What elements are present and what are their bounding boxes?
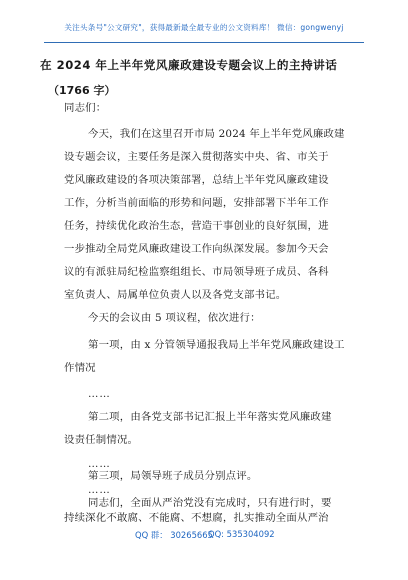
header-banner [44,14,364,43]
closing-line: 持续深化不敢腐、不能腐、不想腐，扎实推动全面从严治 [64,512,329,524]
agenda-intro: 今天的会议由 5 项议程，依次进行： [88,312,261,324]
paragraph-line: 任务，持续优化政治生态，营造干事创业的良好氛围，进 [64,220,329,232]
ellipsis: …… [88,458,111,470]
header-notice: 关注头条号"公文研究"，获得最新最全最专业的公文资料库！ 微信：gongwenyj [64,23,344,32]
paragraph-line: 室负责人、局属单位负责人以及各党支部书记。 [64,289,287,301]
paragraph-line: 议的有派驻局纪检监察组组长、市局领导班子成员、各科 [64,266,329,278]
paragraph-line: 工作，分析当前面临的形势和问题，安排部署下半年工作 [64,197,329,209]
qq-contact: QQ: 535304092 [208,529,275,539]
paragraph-line: 一步推动全局党风廉政建设工作向纵深发展。参加今天会 [64,243,329,255]
closing-line: 同志们，全面从严治党没有完成时，只有进行时，要 [88,497,332,509]
document-title: 在 2024 年上半年党风廉政建设专题会议上的主持讲话 [40,58,338,72]
agenda-item-1-cont: 作情况 [64,362,96,374]
agenda-item-1: 第一项，由 x 分管领导通报我局上半年党风廉政建设工 [88,339,345,351]
agenda-item-2-cont: 设责任制情况。 [64,434,139,446]
paragraph-line: 党风廉政建设的各项决策部署，总结上半年党风廉政建设 [64,174,329,186]
salutation: 同志们： [64,102,107,114]
ellipsis: …… [88,484,111,496]
paragraph-line: 今天，我们在这里召开市局 2024 年上半年党风廉政建 [88,128,345,140]
word-count: （1766 字） [48,84,116,97]
ellipsis: …… [88,388,111,400]
agenda-item-3: 第三项，局领导班子成员分别点评。 [88,470,258,482]
qq-group: QQ 群： 30265665 [135,530,213,540]
paragraph-line: 设专题会议，主要任务是深入贯彻落实中央、省、市关于 [64,151,329,163]
agenda-item-2: 第二项，由各党支部书记汇报上半年落实党风廉政建 [88,411,332,423]
